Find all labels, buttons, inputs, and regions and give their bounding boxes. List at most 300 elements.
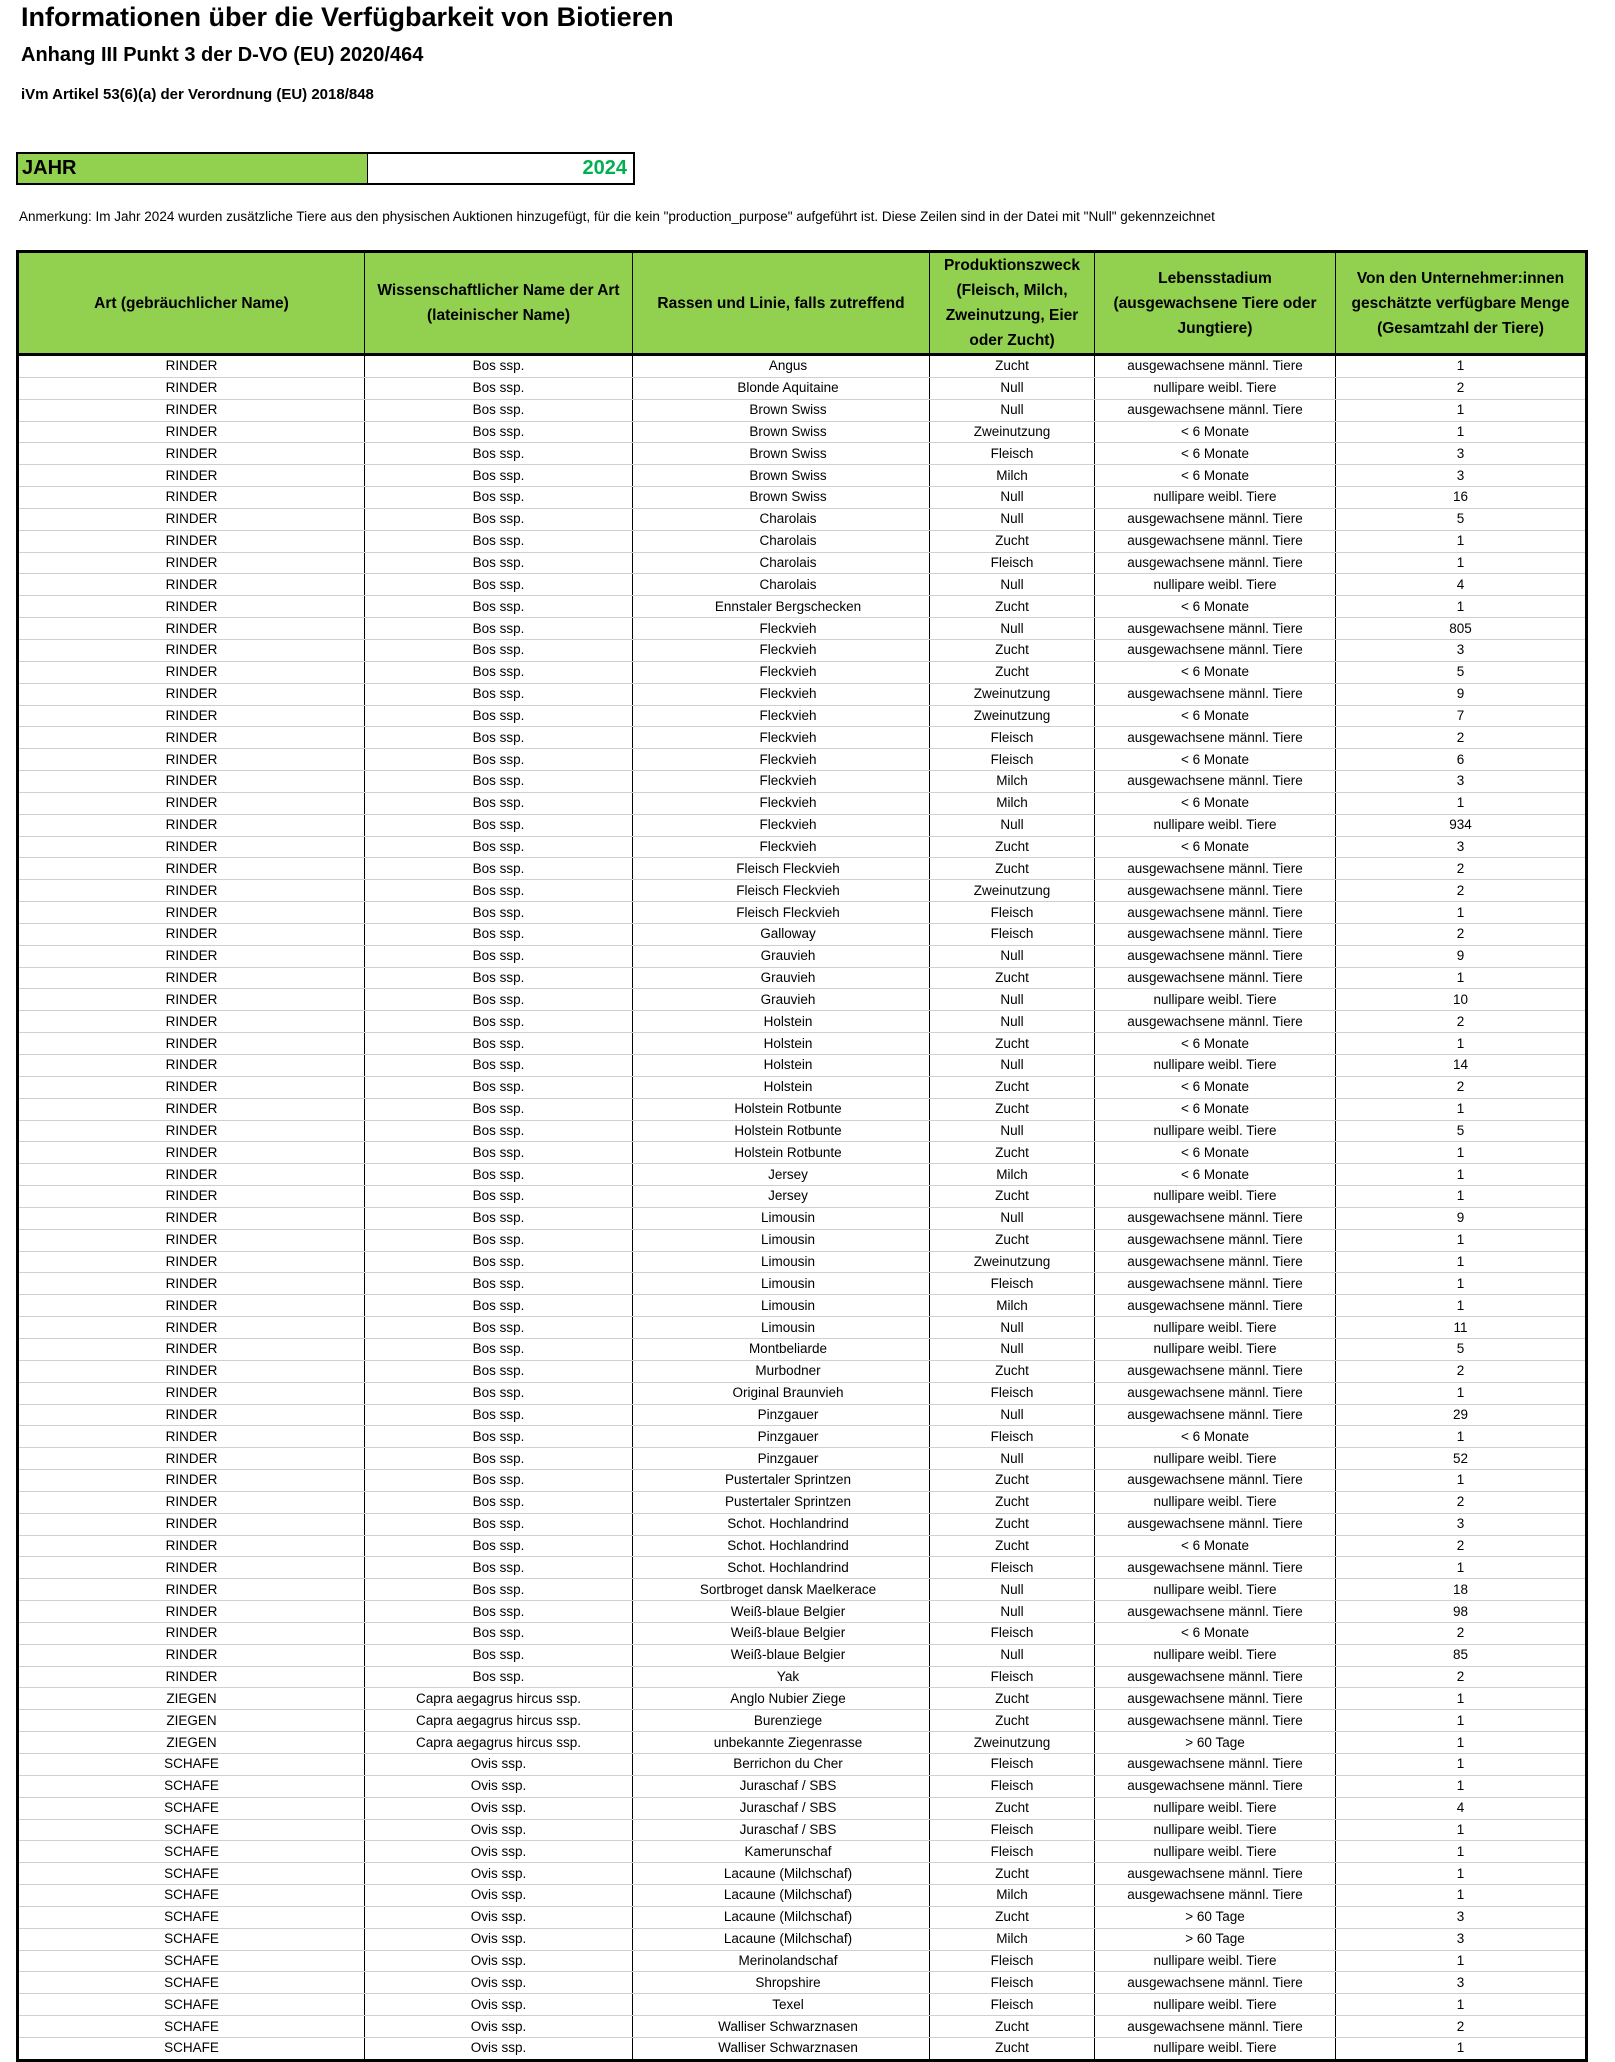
cell-breed: Holstein <box>633 1055 930 1077</box>
cell-breed: Anglo Nubier Ziege <box>633 1688 930 1710</box>
table-row <box>18 1797 1587 1819</box>
cell-breed: Schot. Hochlandrind <box>633 1535 930 1557</box>
cell-quantity: 1 <box>1336 1295 1587 1317</box>
cell-breed: Holstein <box>633 1076 930 1098</box>
cell-common-name: RINDER <box>18 1491 365 1513</box>
cell-quantity: 1 <box>1336 1033 1587 1055</box>
cell-common-name: RINDER <box>18 1295 365 1317</box>
cell-life-stage: < 6 Monate <box>1095 749 1336 771</box>
cell-quantity: 2 <box>1336 1360 1587 1382</box>
cell-common-name: RINDER <box>18 1535 365 1557</box>
cell-breed: Fleckvieh <box>633 727 930 749</box>
table-row <box>18 1557 1587 1579</box>
cell-quantity: 934 <box>1336 814 1587 836</box>
table-row <box>18 1491 1587 1513</box>
cell-life-stage: ausgewachsene männl. Tiere <box>1095 1775 1336 1797</box>
cell-breed: Brown Swiss <box>633 421 930 443</box>
cell-quantity: 1 <box>1336 1841 1587 1863</box>
cell-production-purpose: Zucht <box>930 661 1095 683</box>
cell-life-stage: < 6 Monate <box>1095 705 1336 727</box>
cell-quantity: 2 <box>1336 377 1587 399</box>
table-row <box>18 596 1587 618</box>
table-row <box>18 1513 1587 1535</box>
cell-scientific-name: Ovis ssp. <box>365 1972 633 1994</box>
table-row <box>18 792 1587 814</box>
cell-production-purpose: Fleisch <box>930 1972 1095 1994</box>
cell-life-stage: nullipare weibl. Tiere <box>1095 574 1336 596</box>
cell-breed: Murbodner <box>633 1360 930 1382</box>
table-row <box>18 1732 1587 1754</box>
cell-scientific-name: Bos ssp. <box>365 683 633 705</box>
cell-breed: Limousin <box>633 1273 930 1295</box>
cell-common-name: SCHAFE <box>18 1754 365 1776</box>
cell-life-stage: nullipare weibl. Tiere <box>1095 377 1336 399</box>
cell-quantity: 3 <box>1336 1972 1587 1994</box>
cell-scientific-name: Bos ssp. <box>365 1535 633 1557</box>
cell-scientific-name: Bos ssp. <box>365 1295 633 1317</box>
cell-production-purpose: Zucht <box>930 1906 1095 1928</box>
table-row <box>18 1775 1587 1797</box>
cell-production-purpose: Null <box>930 1011 1095 1033</box>
cell-breed: Schot. Hochlandrind <box>633 1557 930 1579</box>
cell-quantity: 10 <box>1336 989 1587 1011</box>
cell-quantity: 2 <box>1336 2016 1587 2038</box>
table-row <box>18 923 1587 945</box>
table-row <box>18 705 1587 727</box>
cell-production-purpose: Null <box>930 377 1095 399</box>
year-box <box>16 152 635 185</box>
cell-scientific-name: Bos ssp. <box>365 1579 633 1601</box>
cell-life-stage: nullipare weibl. Tiere <box>1095 1644 1336 1666</box>
table-row <box>18 1535 1587 1557</box>
cell-scientific-name: Bos ssp. <box>365 443 633 465</box>
cell-production-purpose: Milch <box>930 792 1095 814</box>
cell-production-purpose: Zweinutzung <box>930 705 1095 727</box>
cell-life-stage: ausgewachsene männl. Tiere <box>1095 727 1336 749</box>
cell-production-purpose: Null <box>930 618 1095 640</box>
cell-production-purpose: Fleisch <box>930 749 1095 771</box>
cell-life-stage: nullipare weibl. Tiere <box>1095 1994 1336 2016</box>
table-row <box>18 639 1587 661</box>
table-row <box>18 1754 1587 1776</box>
table-row <box>18 421 1587 443</box>
cell-scientific-name: Capra aegagrus hircus ssp. <box>365 1710 633 1732</box>
table-row <box>18 902 1587 924</box>
cell-life-stage: < 6 Monate <box>1095 836 1336 858</box>
cell-breed: Sortbroget dansk Maelkerace <box>633 1579 930 1601</box>
cell-common-name: RINDER <box>18 1120 365 1142</box>
cell-scientific-name: Bos ssp. <box>365 1622 633 1644</box>
table-row <box>18 1950 1587 1972</box>
cell-common-name: RINDER <box>18 1033 365 1055</box>
cell-production-purpose: Zucht <box>930 836 1095 858</box>
cell-common-name: SCHAFE <box>18 1863 365 1885</box>
cell-scientific-name: Bos ssp. <box>365 1448 633 1470</box>
cell-scientific-name: Bos ssp. <box>365 1644 633 1666</box>
cell-scientific-name: Bos ssp. <box>365 1557 633 1579</box>
cell-breed: Holstein <box>633 1033 930 1055</box>
cell-common-name: RINDER <box>18 465 365 487</box>
cell-quantity: 1 <box>1336 1754 1587 1776</box>
table-row <box>18 1819 1587 1841</box>
cell-production-purpose: Zucht <box>930 1360 1095 1382</box>
cell-quantity: 1 <box>1336 1273 1587 1295</box>
cell-common-name: RINDER <box>18 639 365 661</box>
cell-breed: Holstein Rotbunte <box>633 1120 930 1142</box>
table-row <box>18 1273 1587 1295</box>
cell-life-stage: ausgewachsene männl. Tiere <box>1095 1295 1336 1317</box>
table-row <box>18 1688 1587 1710</box>
cell-quantity: 1 <box>1336 1950 1587 1972</box>
cell-life-stage: < 6 Monate <box>1095 465 1336 487</box>
cell-production-purpose: Zucht <box>930 1098 1095 1120</box>
cell-common-name: RINDER <box>18 1404 365 1426</box>
cell-scientific-name: Bos ssp. <box>365 1033 633 1055</box>
table-row <box>18 508 1587 530</box>
cell-common-name: ZIEGEN <box>18 1710 365 1732</box>
cell-breed: Kamerunschaf <box>633 1841 930 1863</box>
cell-production-purpose: Null <box>930 399 1095 421</box>
cell-common-name: RINDER <box>18 1644 365 1666</box>
cell-common-name: RINDER <box>18 1622 365 1644</box>
cell-life-stage: ausgewachsene männl. Tiere <box>1095 902 1336 924</box>
table-row <box>18 814 1587 836</box>
cell-quantity: 5 <box>1336 661 1587 683</box>
cell-scientific-name: Bos ssp. <box>365 1186 633 1208</box>
cell-life-stage: > 60 Tage <box>1095 1906 1336 1928</box>
cell-common-name: SCHAFE <box>18 2037 365 2060</box>
cell-production-purpose: Zucht <box>930 596 1095 618</box>
cell-common-name: RINDER <box>18 1011 365 1033</box>
cell-breed: Limousin <box>633 1295 930 1317</box>
table-row <box>18 1841 1587 1863</box>
cell-production-purpose: Fleisch <box>930 727 1095 749</box>
cell-production-purpose: Zucht <box>930 1513 1095 1535</box>
cell-common-name: SCHAFE <box>18 1928 365 1950</box>
cell-life-stage: < 6 Monate <box>1095 1164 1336 1186</box>
cell-breed: Limousin <box>633 1317 930 1339</box>
table-row <box>18 1579 1587 1601</box>
cell-production-purpose: Zucht <box>930 1470 1095 1492</box>
cell-common-name: RINDER <box>18 1273 365 1295</box>
cell-scientific-name: Bos ssp. <box>365 465 633 487</box>
cell-common-name: RINDER <box>18 727 365 749</box>
table-row <box>18 399 1587 421</box>
cell-life-stage: ausgewachsene männl. Tiere <box>1095 618 1336 640</box>
cell-production-purpose: Null <box>930 508 1095 530</box>
cell-production-purpose: Null <box>930 574 1095 596</box>
cell-scientific-name: Bos ssp. <box>365 639 633 661</box>
cell-production-purpose: Zucht <box>930 530 1095 552</box>
cell-common-name: RINDER <box>18 1382 365 1404</box>
cell-production-purpose: Zucht <box>930 1229 1095 1251</box>
cell-scientific-name: Bos ssp. <box>365 705 633 727</box>
cell-common-name: SCHAFE <box>18 1797 365 1819</box>
cell-quantity: 3 <box>1336 639 1587 661</box>
cell-breed: Lacaune (Milchschaf) <box>633 1885 930 1907</box>
cell-breed: Weiß-blaue Belgier <box>633 1622 930 1644</box>
cell-scientific-name: Bos ssp. <box>365 530 633 552</box>
table-row <box>18 1928 1587 1950</box>
cell-scientific-name: Ovis ssp. <box>365 1754 633 1776</box>
cell-breed: Weiß-blaue Belgier <box>633 1644 930 1666</box>
regulation-subtitle: Anhang III Punkt 3 der D-VO (EU) 2020/464 <box>21 44 424 66</box>
cell-scientific-name: Bos ssp. <box>365 902 633 924</box>
cell-production-purpose: Milch <box>930 1164 1095 1186</box>
cell-scientific-name: Bos ssp. <box>365 661 633 683</box>
cell-scientific-name: Bos ssp. <box>365 1229 633 1251</box>
cell-breed: Charolais <box>633 530 930 552</box>
cell-life-stage: nullipare weibl. Tiere <box>1095 1338 1336 1360</box>
cell-scientific-name: Bos ssp. <box>365 552 633 574</box>
col-header-life-stage: Lebensstadium (ausgewachsene Tiere oder Jungtiere) <box>1095 252 1336 355</box>
cell-production-purpose: Zucht <box>930 639 1095 661</box>
cell-scientific-name: Bos ssp. <box>365 1601 633 1623</box>
cell-common-name: RINDER <box>18 902 365 924</box>
cell-scientific-name: Bos ssp. <box>365 771 633 793</box>
cell-scientific-name: Bos ssp. <box>365 377 633 399</box>
cell-quantity: 3 <box>1336 1513 1587 1535</box>
cell-breed: Burenziege <box>633 1710 930 1732</box>
cell-life-stage: ausgewachsene männl. Tiere <box>1095 1601 1336 1623</box>
cell-quantity: 1 <box>1336 967 1587 989</box>
cell-life-stage: ausgewachsene männl. Tiere <box>1095 639 1336 661</box>
cell-quantity: 1 <box>1336 399 1587 421</box>
cell-production-purpose: Fleisch <box>930 1622 1095 1644</box>
cell-quantity: 11 <box>1336 1317 1587 1339</box>
cell-scientific-name: Bos ssp. <box>365 1470 633 1492</box>
cell-breed: Grauvieh <box>633 967 930 989</box>
cell-life-stage: ausgewachsene männl. Tiere <box>1095 1754 1336 1776</box>
cell-breed: Angus <box>633 355 930 378</box>
cell-breed: Fleisch Fleckvieh <box>633 858 930 880</box>
cell-common-name: RINDER <box>18 1448 365 1470</box>
cell-breed: Charolais <box>633 552 930 574</box>
cell-scientific-name: Bos ssp. <box>365 1360 633 1382</box>
cell-breed: Holstein Rotbunte <box>633 1098 930 1120</box>
cell-production-purpose: Zucht <box>930 1033 1095 1055</box>
cell-production-purpose: Zucht <box>930 2016 1095 2038</box>
cell-life-stage: < 6 Monate <box>1095 1098 1336 1120</box>
cell-production-purpose: Fleisch <box>930 552 1095 574</box>
cell-common-name: RINDER <box>18 1076 365 1098</box>
cell-production-purpose: Fleisch <box>930 1775 1095 1797</box>
article-subtitle: iVm Artikel 53(6)(a) der Verordnung (EU) 2018/848 <box>21 86 374 103</box>
cell-breed: Fleisch Fleckvieh <box>633 880 930 902</box>
cell-common-name: RINDER <box>18 945 365 967</box>
cell-life-stage: ausgewachsene männl. Tiere <box>1095 552 1336 574</box>
cell-production-purpose: Zucht <box>930 355 1095 378</box>
cell-scientific-name: Bos ssp. <box>365 1076 633 1098</box>
cell-life-stage: ausgewachsene männl. Tiere <box>1095 1011 1336 1033</box>
cell-quantity: 7 <box>1336 705 1587 727</box>
cell-breed: Limousin <box>633 1229 930 1251</box>
cell-common-name: RINDER <box>18 771 365 793</box>
table-row <box>18 661 1587 683</box>
cell-breed: Jersey <box>633 1186 930 1208</box>
cell-common-name: RINDER <box>18 1251 365 1273</box>
cell-common-name: RINDER <box>18 1470 365 1492</box>
cell-breed: Walliser Schwarznasen <box>633 2016 930 2038</box>
cell-common-name: RINDER <box>18 1142 365 1164</box>
cell-production-purpose: Zucht <box>930 1710 1095 1732</box>
cell-common-name: RINDER <box>18 814 365 836</box>
table-row <box>18 1906 1587 1928</box>
table-row <box>18 1164 1587 1186</box>
cell-scientific-name: Bos ssp. <box>365 1142 633 1164</box>
cell-common-name: RINDER <box>18 1186 365 1208</box>
table-row <box>18 2016 1587 2038</box>
table-header <box>18 252 1587 355</box>
cell-life-stage: ausgewachsene männl. Tiere <box>1095 923 1336 945</box>
table-row <box>18 1622 1587 1644</box>
cell-production-purpose: Null <box>930 1120 1095 1142</box>
cell-breed: Juraschaf / SBS <box>633 1775 930 1797</box>
table-row <box>18 1076 1587 1098</box>
cell-breed: Montbeliarde <box>633 1338 930 1360</box>
cell-quantity: 4 <box>1336 1797 1587 1819</box>
cell-common-name: RINDER <box>18 596 365 618</box>
cell-common-name: ZIEGEN <box>18 1688 365 1710</box>
cell-common-name: RINDER <box>18 1601 365 1623</box>
cell-breed: Schot. Hochlandrind <box>633 1513 930 1535</box>
cell-life-stage: > 60 Tage <box>1095 1732 1336 1754</box>
table-row <box>18 487 1587 509</box>
table-body <box>18 355 1587 2061</box>
table-row <box>18 1426 1587 1448</box>
cell-life-stage: ausgewachsene männl. Tiere <box>1095 880 1336 902</box>
cell-quantity: 1 <box>1336 1186 1587 1208</box>
cell-breed: Pinzgauer <box>633 1426 930 1448</box>
cell-breed: Brown Swiss <box>633 443 930 465</box>
cell-life-stage: ausgewachsene männl. Tiere <box>1095 1382 1336 1404</box>
cell-scientific-name: Bos ssp. <box>365 792 633 814</box>
cell-production-purpose: Fleisch <box>930 1841 1095 1863</box>
table-row <box>18 836 1587 858</box>
cell-quantity: 2 <box>1336 880 1587 902</box>
cell-quantity: 1 <box>1336 1251 1587 1273</box>
cell-scientific-name: Bos ssp. <box>365 1055 633 1077</box>
cell-quantity: 2 <box>1336 1622 1587 1644</box>
cell-scientific-name: Bos ssp. <box>365 1098 633 1120</box>
cell-common-name: SCHAFE <box>18 1819 365 1841</box>
cell-production-purpose: Fleisch <box>930 1426 1095 1448</box>
table-row <box>18 1142 1587 1164</box>
table-row <box>18 1360 1587 1382</box>
cell-life-stage: < 6 Monate <box>1095 596 1336 618</box>
table-row <box>18 1229 1587 1251</box>
cell-common-name: RINDER <box>18 858 365 880</box>
cell-life-stage: ausgewachsene männl. Tiere <box>1095 530 1336 552</box>
cell-quantity: 1 <box>1336 1863 1587 1885</box>
table-row <box>18 683 1587 705</box>
table-row <box>18 749 1587 771</box>
cell-breed: Fleckvieh <box>633 749 930 771</box>
cell-breed: Juraschaf / SBS <box>633 1797 930 1819</box>
cell-scientific-name: Bos ssp. <box>365 1251 633 1273</box>
cell-breed: Juraschaf / SBS <box>633 1819 930 1841</box>
cell-scientific-name: Bos ssp. <box>365 945 633 967</box>
cell-production-purpose: Fleisch <box>930 1666 1095 1688</box>
cell-breed: Limousin <box>633 1251 930 1273</box>
table-row <box>18 1033 1587 1055</box>
cell-life-stage: ausgewachsene männl. Tiere <box>1095 1360 1336 1382</box>
cell-quantity: 1 <box>1336 1557 1587 1579</box>
cell-production-purpose: Zweinutzung <box>930 1251 1095 1273</box>
cell-life-stage: nullipare weibl. Tiere <box>1095 814 1336 836</box>
cell-production-purpose: Zweinutzung <box>930 421 1095 443</box>
cell-breed: Fleckvieh <box>633 792 930 814</box>
cell-life-stage: nullipare weibl. Tiere <box>1095 1797 1336 1819</box>
cell-scientific-name: Ovis ssp. <box>365 1950 633 1972</box>
cell-common-name: RINDER <box>18 552 365 574</box>
cell-quantity: 3 <box>1336 771 1587 793</box>
table-row <box>18 1994 1587 2016</box>
cell-production-purpose: Null <box>930 1448 1095 1470</box>
cell-breed: Brown Swiss <box>633 487 930 509</box>
cell-common-name: RINDER <box>18 923 365 945</box>
header-row <box>18 252 1587 355</box>
cell-scientific-name: Bos ssp. <box>365 1164 633 1186</box>
cell-common-name: SCHAFE <box>18 1950 365 1972</box>
cell-life-stage: ausgewachsene männl. Tiere <box>1095 1710 1336 1732</box>
cell-life-stage: ausgewachsene männl. Tiere <box>1095 1666 1336 1688</box>
cell-quantity: 2 <box>1336 1011 1587 1033</box>
cell-scientific-name: Bos ssp. <box>365 1491 633 1513</box>
cell-breed: Yak <box>633 1666 930 1688</box>
cell-scientific-name: Ovis ssp. <box>365 1928 633 1950</box>
cell-quantity: 3 <box>1336 465 1587 487</box>
cell-quantity: 2 <box>1336 1666 1587 1688</box>
cell-production-purpose: Zucht <box>930 858 1095 880</box>
cell-production-purpose: Milch <box>930 1295 1095 1317</box>
cell-quantity: 1 <box>1336 1164 1587 1186</box>
cell-scientific-name: Bos ssp. <box>365 1317 633 1339</box>
cell-common-name: RINDER <box>18 836 365 858</box>
cell-breed: Brown Swiss <box>633 399 930 421</box>
cell-scientific-name: Bos ssp. <box>365 355 633 378</box>
cell-scientific-name: Bos ssp. <box>365 727 633 749</box>
cell-quantity: 1 <box>1336 1885 1587 1907</box>
table-row <box>18 1295 1587 1317</box>
table-row <box>18 1338 1587 1360</box>
cell-breed: Charolais <box>633 508 930 530</box>
table-row <box>18 552 1587 574</box>
cell-life-stage: ausgewachsene männl. Tiere <box>1095 1885 1336 1907</box>
cell-quantity: 3 <box>1336 1906 1587 1928</box>
cell-common-name: RINDER <box>18 530 365 552</box>
col-header-breed: Rassen und Linie, falls zutreffend <box>633 252 930 355</box>
year-value: 2024 <box>582 157 627 179</box>
cell-breed: Walliser Schwarznasen <box>633 2037 930 2060</box>
cell-common-name: RINDER <box>18 1055 365 1077</box>
cell-quantity: 1 <box>1336 1098 1587 1120</box>
table-row <box>18 967 1587 989</box>
cell-production-purpose: Null <box>930 945 1095 967</box>
table-row <box>18 1666 1587 1688</box>
cell-quantity: 1 <box>1336 1426 1587 1448</box>
cell-quantity: 85 <box>1336 1644 1587 1666</box>
cell-quantity: 18 <box>1336 1579 1587 1601</box>
cell-quantity: 14 <box>1336 1055 1587 1077</box>
cell-scientific-name: Ovis ssp. <box>365 1797 633 1819</box>
cell-scientific-name: Bos ssp. <box>365 1382 633 1404</box>
cell-production-purpose: Fleisch <box>930 1994 1095 2016</box>
cell-common-name: RINDER <box>18 1666 365 1688</box>
table-row <box>18 989 1587 1011</box>
cell-breed: unbekannte Ziegenrasse <box>633 1732 930 1754</box>
cell-life-stage: < 6 Monate <box>1095 443 1336 465</box>
